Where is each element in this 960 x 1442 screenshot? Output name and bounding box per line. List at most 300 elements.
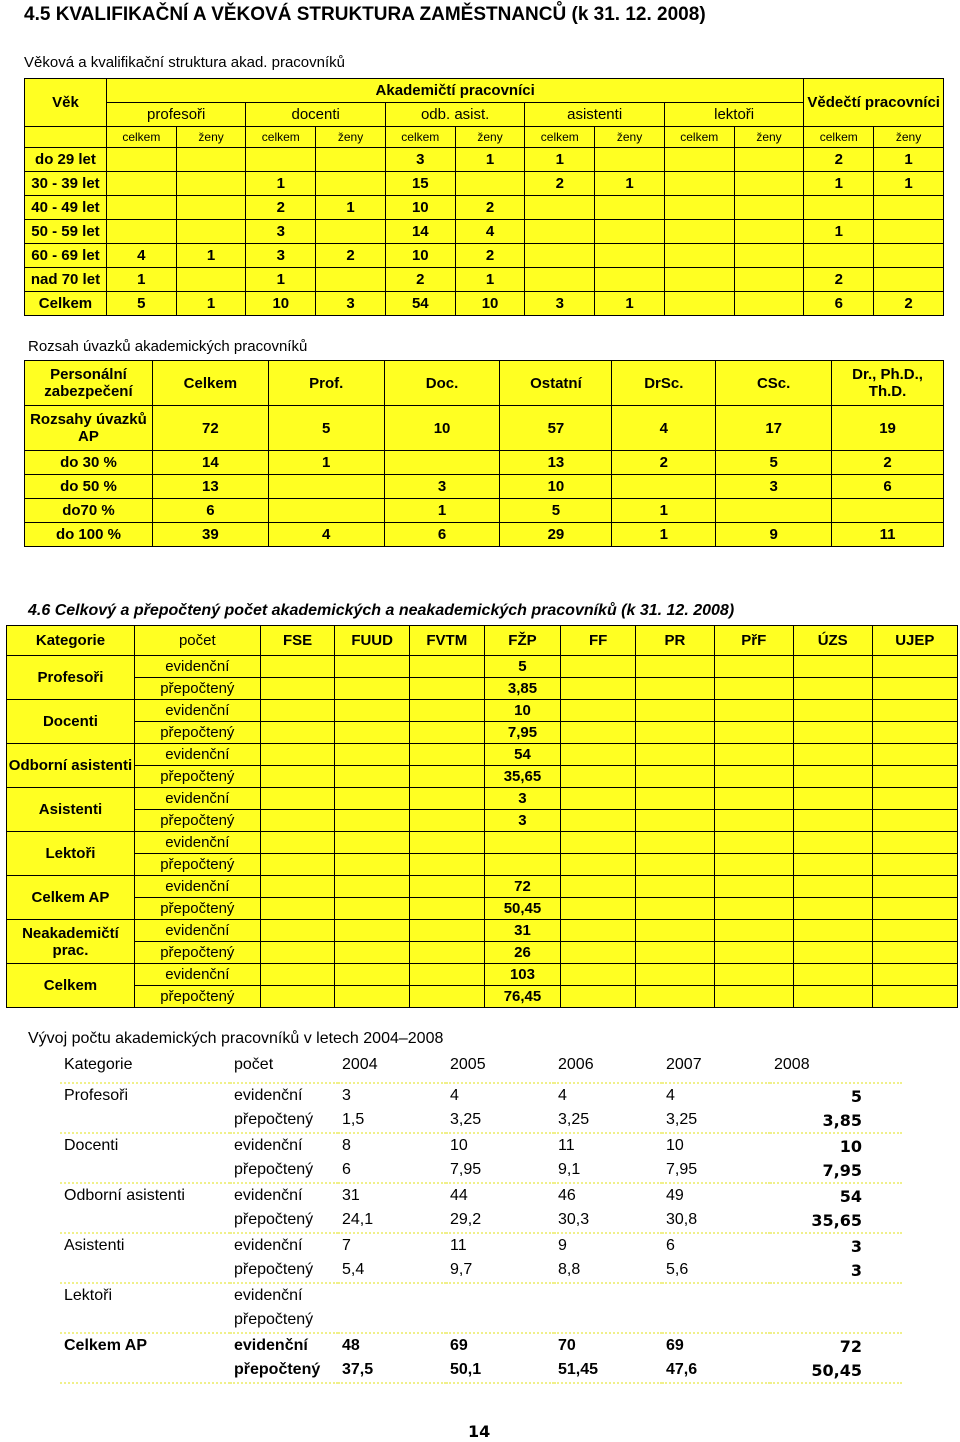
empty-cell — [872, 656, 957, 678]
fzp-value: 3 — [484, 788, 561, 810]
value-cell — [804, 196, 874, 220]
empty-cell — [335, 700, 410, 722]
fzp-value: 3 — [484, 810, 561, 832]
row-label: Celkem — [25, 292, 107, 316]
value-cell: 19 — [832, 406, 944, 451]
value-cell — [664, 292, 734, 316]
empty-cell — [793, 678, 872, 700]
count-type: evidenční — [134, 744, 260, 766]
year-value — [554, 1308, 662, 1333]
table-row — [7, 700, 958, 722]
empty-cell — [714, 876, 793, 898]
fzp-value: 7,95 — [484, 722, 561, 744]
table-row — [25, 196, 944, 220]
year-value: 35,65 — [811, 1210, 862, 1230]
empty-cell — [335, 876, 410, 898]
empty-cell — [260, 942, 335, 964]
category-label — [60, 1208, 230, 1233]
table-row — [7, 744, 958, 766]
count-type: přepočtený — [234, 1111, 314, 1128]
empty-cell — [409, 744, 484, 766]
empty-cell — [635, 898, 714, 920]
count-type: přepočtený — [134, 810, 260, 832]
value-cell: 1 — [804, 172, 874, 196]
year-value: 3 — [342, 1087, 351, 1104]
year-value — [446, 1283, 554, 1308]
value-cell: 3 — [385, 148, 455, 172]
value-cell: 1 — [455, 148, 525, 172]
header-cell: Celkem — [152, 361, 268, 406]
subheader-cell: celkem — [804, 127, 874, 148]
value-cell — [664, 268, 734, 292]
empty-cell — [409, 766, 484, 788]
group-header: lektoři — [664, 103, 803, 127]
category-label: Docenti — [60, 1133, 230, 1158]
empty-cell — [635, 678, 714, 700]
count-type: přepočtený — [134, 854, 260, 876]
subheader-cell: ženy — [874, 127, 944, 148]
empty-cell — [335, 788, 410, 810]
value-cell — [874, 268, 944, 292]
value-cell: 1 — [268, 451, 384, 475]
row-label: 60 - 69 let — [25, 244, 107, 268]
count-type: přepočtený — [134, 986, 260, 1008]
header-cell: PR — [635, 626, 714, 656]
empty-cell — [714, 810, 793, 832]
value-cell: 1 — [176, 292, 246, 316]
empty-cell — [335, 810, 410, 832]
subheader-cell: celkem — [525, 127, 595, 148]
year-value: 54 — [770, 1183, 902, 1208]
table-row — [60, 1158, 902, 1183]
value-cell — [664, 196, 734, 220]
value-cell: 1 — [316, 196, 386, 220]
value-cell: 1 — [525, 148, 595, 172]
year-value: 5 — [850, 1086, 862, 1106]
row-label: 50 - 59 let — [25, 220, 107, 244]
table-row — [60, 1308, 902, 1333]
fzp-value: 10 — [484, 700, 561, 722]
value-cell — [734, 292, 804, 316]
count-type: přepočtený — [134, 942, 260, 964]
category-label: Celkem AP — [7, 876, 135, 920]
empty-cell — [561, 920, 636, 942]
value-cell: 2 — [246, 196, 316, 220]
empty-cell — [260, 678, 335, 700]
count-type: přepočtený — [234, 1161, 314, 1178]
fzp-value: 50,45 — [484, 898, 561, 920]
empty-cell — [561, 942, 636, 964]
empty-cell — [260, 854, 335, 876]
age-table-caption: Věková a kvalifikační struktura akad. pracovníků — [24, 54, 345, 71]
empty-cell — [793, 744, 872, 766]
empty-cell — [409, 810, 484, 832]
value-cell: 10 — [385, 244, 455, 268]
header-cell: FF — [561, 626, 636, 656]
empty-cell — [409, 942, 484, 964]
empty-cell — [260, 964, 335, 986]
empty-cell — [793, 854, 872, 876]
empty-cell — [260, 722, 335, 744]
year-value: 72 — [770, 1333, 902, 1358]
category-label: Neakademičtí prac. — [7, 920, 135, 964]
header-cell: CSc. — [716, 361, 832, 406]
value-cell: 13 — [500, 451, 612, 475]
fzp-value: 54 — [484, 744, 561, 766]
table-row — [60, 1233, 902, 1258]
empty-cell — [335, 854, 410, 876]
empty-cell — [714, 722, 793, 744]
year-value: 49 — [662, 1183, 770, 1208]
year-value: 24,1 — [342, 1211, 374, 1228]
fzp-value: 103 — [484, 964, 561, 986]
value-cell — [734, 268, 804, 292]
fzp-value: 3,85 — [484, 678, 561, 700]
category-label: Profesoři — [64, 1087, 129, 1104]
value-cell — [595, 148, 665, 172]
year-value: 6 — [662, 1233, 770, 1258]
table-row — [60, 1258, 902, 1283]
empty-cell — [872, 898, 957, 920]
category-label: Asistenti — [7, 788, 135, 832]
row-label: nad 70 let — [25, 268, 107, 292]
value-cell: 1 — [106, 268, 176, 292]
empty-cell — [635, 788, 714, 810]
table-row — [25, 148, 944, 172]
value-cell: 3 — [525, 292, 595, 316]
count-type: přepočtený — [134, 898, 260, 920]
value-cell: 6 — [384, 523, 500, 547]
empty-cell — [561, 678, 636, 700]
value-cell: 1 — [455, 268, 525, 292]
table-row — [7, 964, 958, 986]
empty-cell — [409, 876, 484, 898]
table-row — [7, 832, 958, 854]
empty-cell — [561, 810, 636, 832]
year-value: 7,95 — [822, 1160, 862, 1180]
empty-cell — [793, 876, 872, 898]
value-cell: 10 — [384, 406, 500, 451]
subheader-cell: ženy — [595, 127, 665, 148]
value-cell: 10 — [455, 292, 525, 316]
value-cell: 5 — [716, 451, 832, 475]
value-cell — [176, 268, 246, 292]
category-label: Lektoři — [60, 1283, 230, 1308]
count-type: evidenční — [230, 1233, 338, 1258]
empty-cell — [793, 942, 872, 964]
value-cell: 6 — [152, 499, 268, 523]
year-value: 1,5 — [342, 1111, 365, 1128]
year-value: 30,3 — [558, 1211, 590, 1228]
value-cell: 9 — [716, 523, 832, 547]
empty-cell — [714, 700, 793, 722]
value-cell: 2 — [455, 196, 525, 220]
table-row — [7, 810, 958, 832]
empty-cell — [635, 832, 714, 854]
empty-cell — [872, 766, 957, 788]
table-row — [25, 244, 944, 268]
table-row — [25, 451, 944, 475]
empty-cell — [635, 700, 714, 722]
empty-cell — [260, 656, 335, 678]
count-type: přepočtený — [134, 722, 260, 744]
header-cell: 2004 — [338, 1048, 446, 1083]
value-cell: 17 — [716, 406, 832, 451]
empty-cell — [872, 832, 957, 854]
value-cell: 1 — [874, 148, 944, 172]
group-header: docenti — [246, 103, 385, 127]
empty-cell — [409, 722, 484, 744]
value-cell: 10 — [385, 196, 455, 220]
value-cell — [664, 244, 734, 268]
empty-cell — [409, 854, 484, 876]
empty-cell — [335, 964, 410, 986]
empty-cell — [793, 832, 872, 854]
empty-cell — [409, 986, 484, 1008]
header-cell: FŽP — [484, 626, 561, 656]
empty-cell — [335, 766, 410, 788]
value-cell: 72 — [152, 406, 268, 451]
count-type: přepočtený — [234, 1211, 314, 1228]
empty-cell — [409, 964, 484, 986]
category-label: Odborní asistenti — [7, 744, 135, 788]
count-type: evidenční — [230, 1283, 338, 1308]
history-table-caption: Vývoj počtu akademických pracovníků v letech 2004–2008 — [28, 1030, 444, 1047]
table-row — [25, 268, 944, 292]
value-cell — [874, 196, 944, 220]
year-value: 51,45 — [554, 1358, 662, 1383]
count-type: evidenční — [134, 788, 260, 810]
year-value: 3,85 — [822, 1110, 862, 1130]
value-cell: 2 — [612, 451, 716, 475]
empty-cell — [872, 920, 957, 942]
value-cell — [525, 196, 595, 220]
count-type: evidenční — [230, 1183, 338, 1208]
header-cell: FSE — [260, 626, 335, 656]
year-value: 4 — [666, 1087, 675, 1104]
table-row — [60, 1358, 902, 1383]
table-row — [7, 920, 958, 942]
category-label: Celkem — [7, 964, 135, 1008]
header-row — [25, 361, 944, 406]
table-row — [25, 292, 944, 316]
header-cell: 2005 — [446, 1048, 554, 1083]
empty-cell — [714, 986, 793, 1008]
empty-cell — [793, 986, 872, 1008]
year-value: 7,95 — [450, 1161, 482, 1178]
empty-cell — [793, 722, 872, 744]
row-label: do 30 % — [25, 451, 153, 475]
value-cell — [106, 172, 176, 196]
header-cell: FUUD — [335, 626, 410, 656]
empty-cell — [335, 898, 410, 920]
table-row — [7, 788, 958, 810]
table-row — [25, 172, 944, 196]
empty-cell — [260, 744, 335, 766]
empty-cell — [714, 788, 793, 810]
value-cell: 14 — [152, 451, 268, 475]
table-row — [60, 1133, 902, 1158]
value-cell — [106, 196, 176, 220]
category-label: Odborní asistenti — [60, 1183, 230, 1208]
empty-cell — [793, 766, 872, 788]
year-value: 11 — [554, 1133, 662, 1158]
value-cell: 2 — [525, 172, 595, 196]
empty-cell — [561, 964, 636, 986]
empty-cell — [409, 898, 484, 920]
count-type: evidenční — [134, 964, 260, 986]
empty-cell — [409, 700, 484, 722]
value-cell: 5 — [500, 499, 612, 523]
table-row — [60, 1208, 902, 1233]
value-cell: 4 — [455, 220, 525, 244]
value-cell: 2 — [804, 268, 874, 292]
value-cell: 11 — [832, 523, 944, 547]
value-cell: 6 — [804, 292, 874, 316]
empty-cell — [561, 744, 636, 766]
empty-cell — [635, 810, 714, 832]
subheader-row — [25, 127, 944, 148]
value-cell — [268, 499, 384, 523]
value-cell — [268, 475, 384, 499]
header-cell: Kategorie — [7, 626, 135, 656]
year-value: 4 — [558, 1087, 567, 1104]
fzp-value: 26 — [484, 942, 561, 964]
table-row — [25, 499, 944, 523]
value-cell — [595, 268, 665, 292]
year-value: 46 — [554, 1183, 662, 1208]
year-value: 50,1 — [446, 1358, 554, 1383]
header-cell: 2008 — [770, 1048, 902, 1083]
empty-cell — [561, 898, 636, 920]
value-cell: 3 — [716, 475, 832, 499]
table-row — [7, 876, 958, 898]
year-value: 11 — [446, 1233, 554, 1258]
fzp-value: 31 — [484, 920, 561, 942]
headcount-table-caption: 4.6 Celkový a přepočtený počet akademických a neakademických pracovníků (k 31. 12. 2008) — [28, 602, 735, 619]
value-cell: 2 — [455, 244, 525, 268]
value-cell — [874, 220, 944, 244]
value-cell — [734, 220, 804, 244]
empty-cell — [635, 986, 714, 1008]
empty-cell — [335, 722, 410, 744]
header-cell: PřF — [714, 626, 793, 656]
row-label: 40 - 49 let — [25, 196, 107, 220]
year-value: 29,2 — [450, 1211, 482, 1228]
value-cell: 13 — [152, 475, 268, 499]
year-value: 3,25 — [666, 1111, 698, 1128]
empty-cell — [714, 898, 793, 920]
header-cell: Kategorie — [60, 1048, 230, 1083]
header-cell: počet — [134, 626, 260, 656]
subheader-cell: ženy — [455, 127, 525, 148]
count-type: přepočtený — [234, 1261, 314, 1278]
empty-cell — [635, 744, 714, 766]
value-cell — [176, 196, 246, 220]
year-value: 50,45 — [770, 1358, 902, 1383]
value-cell: 39 — [152, 523, 268, 547]
value-cell — [316, 172, 386, 196]
group-header: asistenti — [525, 103, 664, 127]
value-cell — [525, 244, 595, 268]
value-cell — [106, 148, 176, 172]
empty-cell — [335, 986, 410, 1008]
category-label: Docenti — [7, 700, 135, 744]
header-cell: 2007 — [662, 1048, 770, 1083]
empty-cell — [561, 656, 636, 678]
header-cell: Doc. — [384, 361, 500, 406]
header-row — [25, 79, 944, 103]
empty-cell — [561, 876, 636, 898]
value-cell — [176, 220, 246, 244]
year-value: 5,4 — [342, 1261, 365, 1278]
empty-cell — [872, 700, 957, 722]
empty-cell — [714, 656, 793, 678]
table-row — [25, 475, 944, 499]
value-cell: 2 — [874, 292, 944, 316]
value-cell: 2 — [804, 148, 874, 172]
count-type: evidenční — [234, 1087, 303, 1104]
header-cell: Prof. — [268, 361, 384, 406]
workload-table-caption: Rozsah úvazků akademických pracovníků — [28, 338, 308, 355]
empty-cell — [872, 854, 957, 876]
category-label: Profesoři — [7, 656, 135, 700]
empty-cell — [872, 964, 957, 986]
empty-cell — [335, 656, 410, 678]
value-cell: 1 — [595, 292, 665, 316]
empty-cell — [714, 766, 793, 788]
value-cell — [455, 172, 525, 196]
table-row — [60, 1333, 902, 1358]
subheader-cell: celkem — [385, 127, 455, 148]
header-cell: Dr., Ph.D., Th.D. — [832, 361, 944, 406]
value-cell: 3 — [246, 220, 316, 244]
value-cell: 1 — [612, 499, 716, 523]
empty-cell — [561, 832, 636, 854]
empty-cell — [409, 920, 484, 942]
table-row — [7, 766, 958, 788]
empty-cell — [260, 986, 335, 1008]
value-cell: 1 — [246, 172, 316, 196]
value-cell — [734, 196, 804, 220]
year-value: 30,8 — [666, 1211, 698, 1228]
fzp-value: 35,65 — [484, 766, 561, 788]
empty-cell — [561, 766, 636, 788]
table-row — [7, 656, 958, 678]
year-value — [338, 1283, 446, 1308]
group-header: odb. asist. — [385, 103, 524, 127]
value-cell — [664, 172, 734, 196]
value-cell — [612, 475, 716, 499]
year-value: 3 — [850, 1260, 862, 1280]
row-label: do 50 % — [25, 475, 153, 499]
year-value — [554, 1283, 662, 1308]
value-cell: 4 — [106, 244, 176, 268]
empty-cell — [409, 788, 484, 810]
value-cell: 4 — [612, 406, 716, 451]
value-cell: 4 — [268, 523, 384, 547]
empty-cell — [335, 678, 410, 700]
empty-cell — [793, 656, 872, 678]
empty-cell — [561, 986, 636, 1008]
year-value — [338, 1308, 446, 1333]
year-value: 9,7 — [450, 1261, 473, 1278]
value-cell: 3 — [246, 244, 316, 268]
row-label: do 29 let — [25, 148, 107, 172]
value-cell — [316, 220, 386, 244]
empty-cell — [260, 920, 335, 942]
year-value — [446, 1308, 554, 1333]
